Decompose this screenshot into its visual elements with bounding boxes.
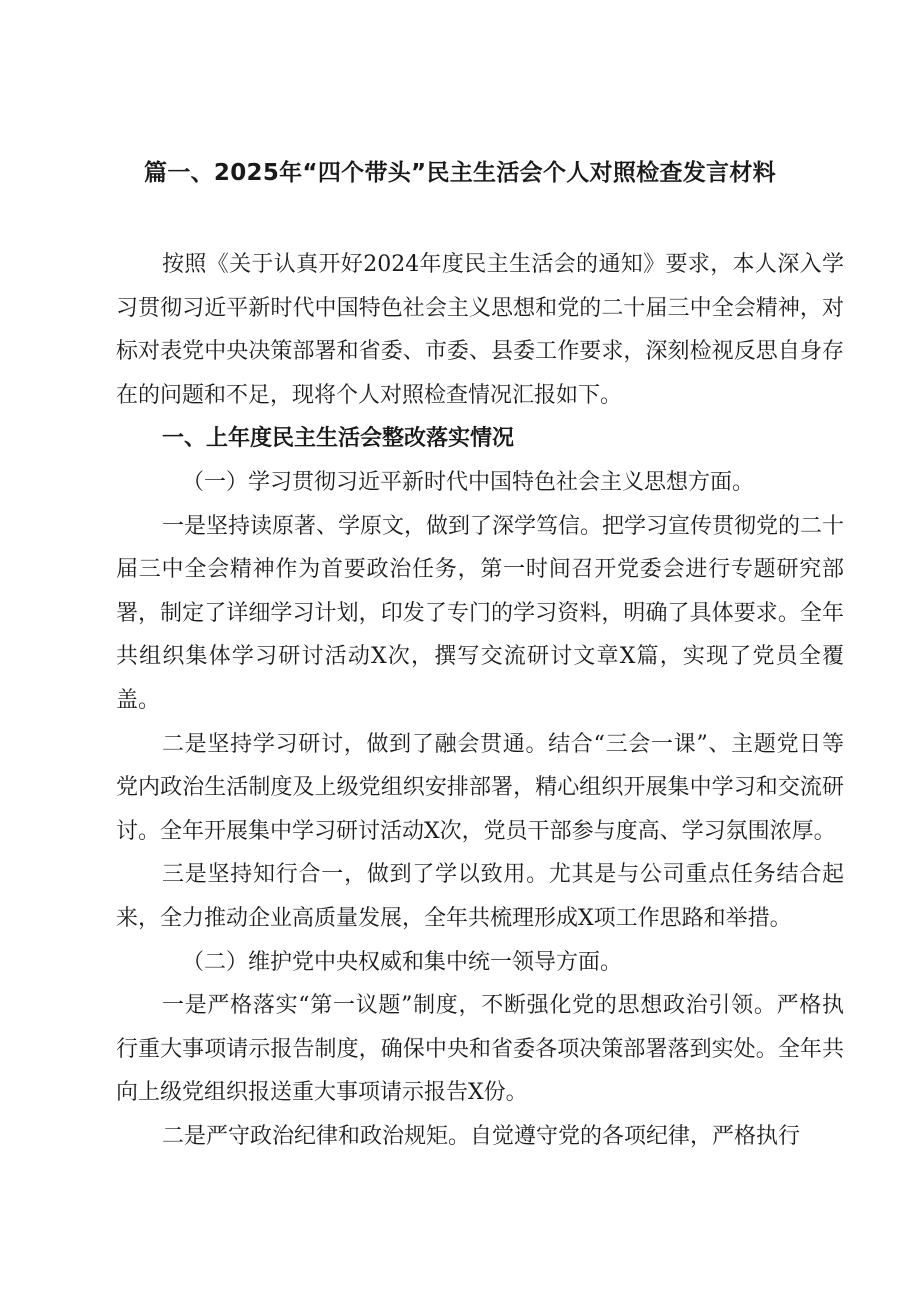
body-paragraph: 一是坚持读原著、学原文，做到了深学笃信。把学习宣传贯彻党的二十届三中全会精神作为首要政治任务，第一时间召开党委会进行专题研究部署，制定了详细学习计划，印发了专门的学习资料，明确了具体要求。全年共组织集体学习研讨活动X次，撰写交流研讨文章X篇，实现了党员全覆盖。	[116, 513, 845, 713]
body-paragraph: 二是严守政治纪律和政治规矩。自觉遵守党的各项纪律，严格执行	[162, 1123, 801, 1149]
body-paragraph: 二是坚持学习研讨，做到了融会贯通。结合“三会一课”、主题党日等党内政治生活制度及上级党组织安排部署，精心组织开展集中学习和交流研讨。全年开展集中学习研讨活动X次，党员干部参与度高、学习氛围浓厚。	[116, 731, 844, 844]
document-body	[116, 243, 844, 1158]
subsection-heading: （二）维护党中央权威和集中统一领导方面。	[182, 949, 623, 975]
subsection-heading: （一）学习贯彻习近平新时代中国特色社会主义思想方面。	[182, 469, 755, 495]
body-paragraph: 三是坚持知行合一，做到了学以致用。尤其是与公司重点任务结合起来，全力推动企业高质量发展，全年共梳理形成X项工作思路和举措。	[116, 862, 844, 931]
document-title: 篇一、2025年“四个带头”民主生活会个人对照检查发言材料	[144, 160, 776, 186]
intro-paragraph: 按照《关于认真开好2024年度民主生活会的通知》要求，本人深入学习贯彻习近平新时代中国特色社会主义思想和党的二十届三中全会精神，对标对表党中央决策部署和省委、市委、县委工作要求，深刻检视反思自身存在的问题和不足，现将个人对照检查情况汇报如下。	[116, 252, 844, 408]
section-heading: 一、上年度民主生活会整改落实情况	[162, 426, 515, 452]
body-paragraph: 一是严格落实“第一议题”制度，不断强化党的思想政治引领。严格执行重大事项请示报告制度，确保中央和省委各项决策部署落到实处。全年共向上级党组织报送重大事项请示报告X份。	[116, 993, 844, 1106]
